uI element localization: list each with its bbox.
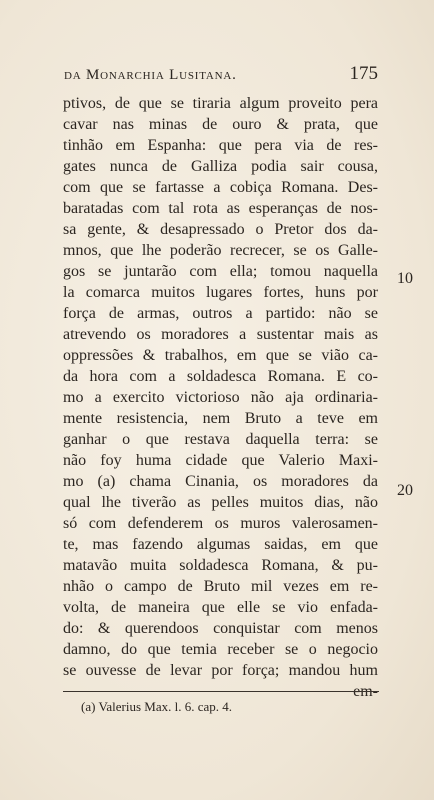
text-line: mnos, que lhe poderão recrecer, se os Galle- (63, 242, 378, 259)
text-line: ganhar o que restava daquella terra: se (63, 431, 378, 448)
text-line: cavar nas minas de ouro & prata, que (63, 116, 378, 133)
text-line: sa gente, & desapressado o Pretor dos da- (63, 221, 378, 238)
footnote: (a) Valerius Max. l. 6. cap. 4. (81, 699, 233, 714)
text-line: nhão o campo de Bruto mil vezes em re- (63, 578, 378, 595)
text-line: só com defenderem os muros valerosamen- (63, 515, 378, 532)
line-number-10: 10 (397, 270, 413, 287)
text-line: com que se fartasse a cobiça Romana. Des- (63, 179, 378, 196)
text-line: oppressões & trabalhos, em que se vião ca- (63, 347, 378, 364)
text-line: da hora com a soldadesca Romana. E co- (63, 368, 378, 385)
text-line: atrevendo os moradores a sustentar mais as (63, 326, 378, 343)
text-line: mente resistencia, nem Bruto a teve em (63, 410, 378, 427)
text-line: matavão muita soldadesca Romana, & pu- (63, 557, 378, 574)
text-line: se ouvesse de levar por força; mandou hum (63, 662, 378, 679)
text-line: do: & querendoos conquistar com menos (63, 620, 378, 637)
footnote-rule (63, 691, 379, 692)
text-line: damno, do que temia receber se o negocio (63, 641, 378, 658)
text-line: em- (353, 683, 378, 700)
text-line: força de armas, outros a partido: não se (63, 305, 378, 322)
text-line: qual lhe tiverão as pelles muitos dias, não (63, 494, 378, 511)
text-line: te, mas fazendo algumas saidas, em que (63, 536, 378, 553)
text-line: la comarca muitos lugares fortes, huns por (63, 284, 378, 301)
text-line: mo (a) chama Cinania, os moradores da (63, 473, 378, 490)
text-line: tinhão em Espanha: que pera via de res- (63, 137, 378, 154)
page-header (64, 63, 378, 89)
text-line: gos se juntarão com ella; tomou naquella (63, 263, 378, 280)
body-text (63, 93, 378, 702)
text-line: ptivos, de que se tiraria algum proveito pera (63, 95, 378, 112)
text-line: gates nunca de Galliza podia sair cousa, (63, 158, 378, 175)
page-number: 175 (349, 63, 378, 84)
text-line: baratadas com tal rota as esperanças de nos- (63, 200, 378, 217)
text-line: volta, de maneira que elle se vio enfada- (63, 599, 378, 616)
running-title: da Monarchia Lusitana. (64, 67, 237, 83)
text-line: mo a exercito victorioso não aja ordinaria- (63, 389, 378, 406)
line-number-20: 20 (397, 482, 413, 499)
text-line: não foy huma cidade que Valerio Maxi- (63, 452, 378, 469)
